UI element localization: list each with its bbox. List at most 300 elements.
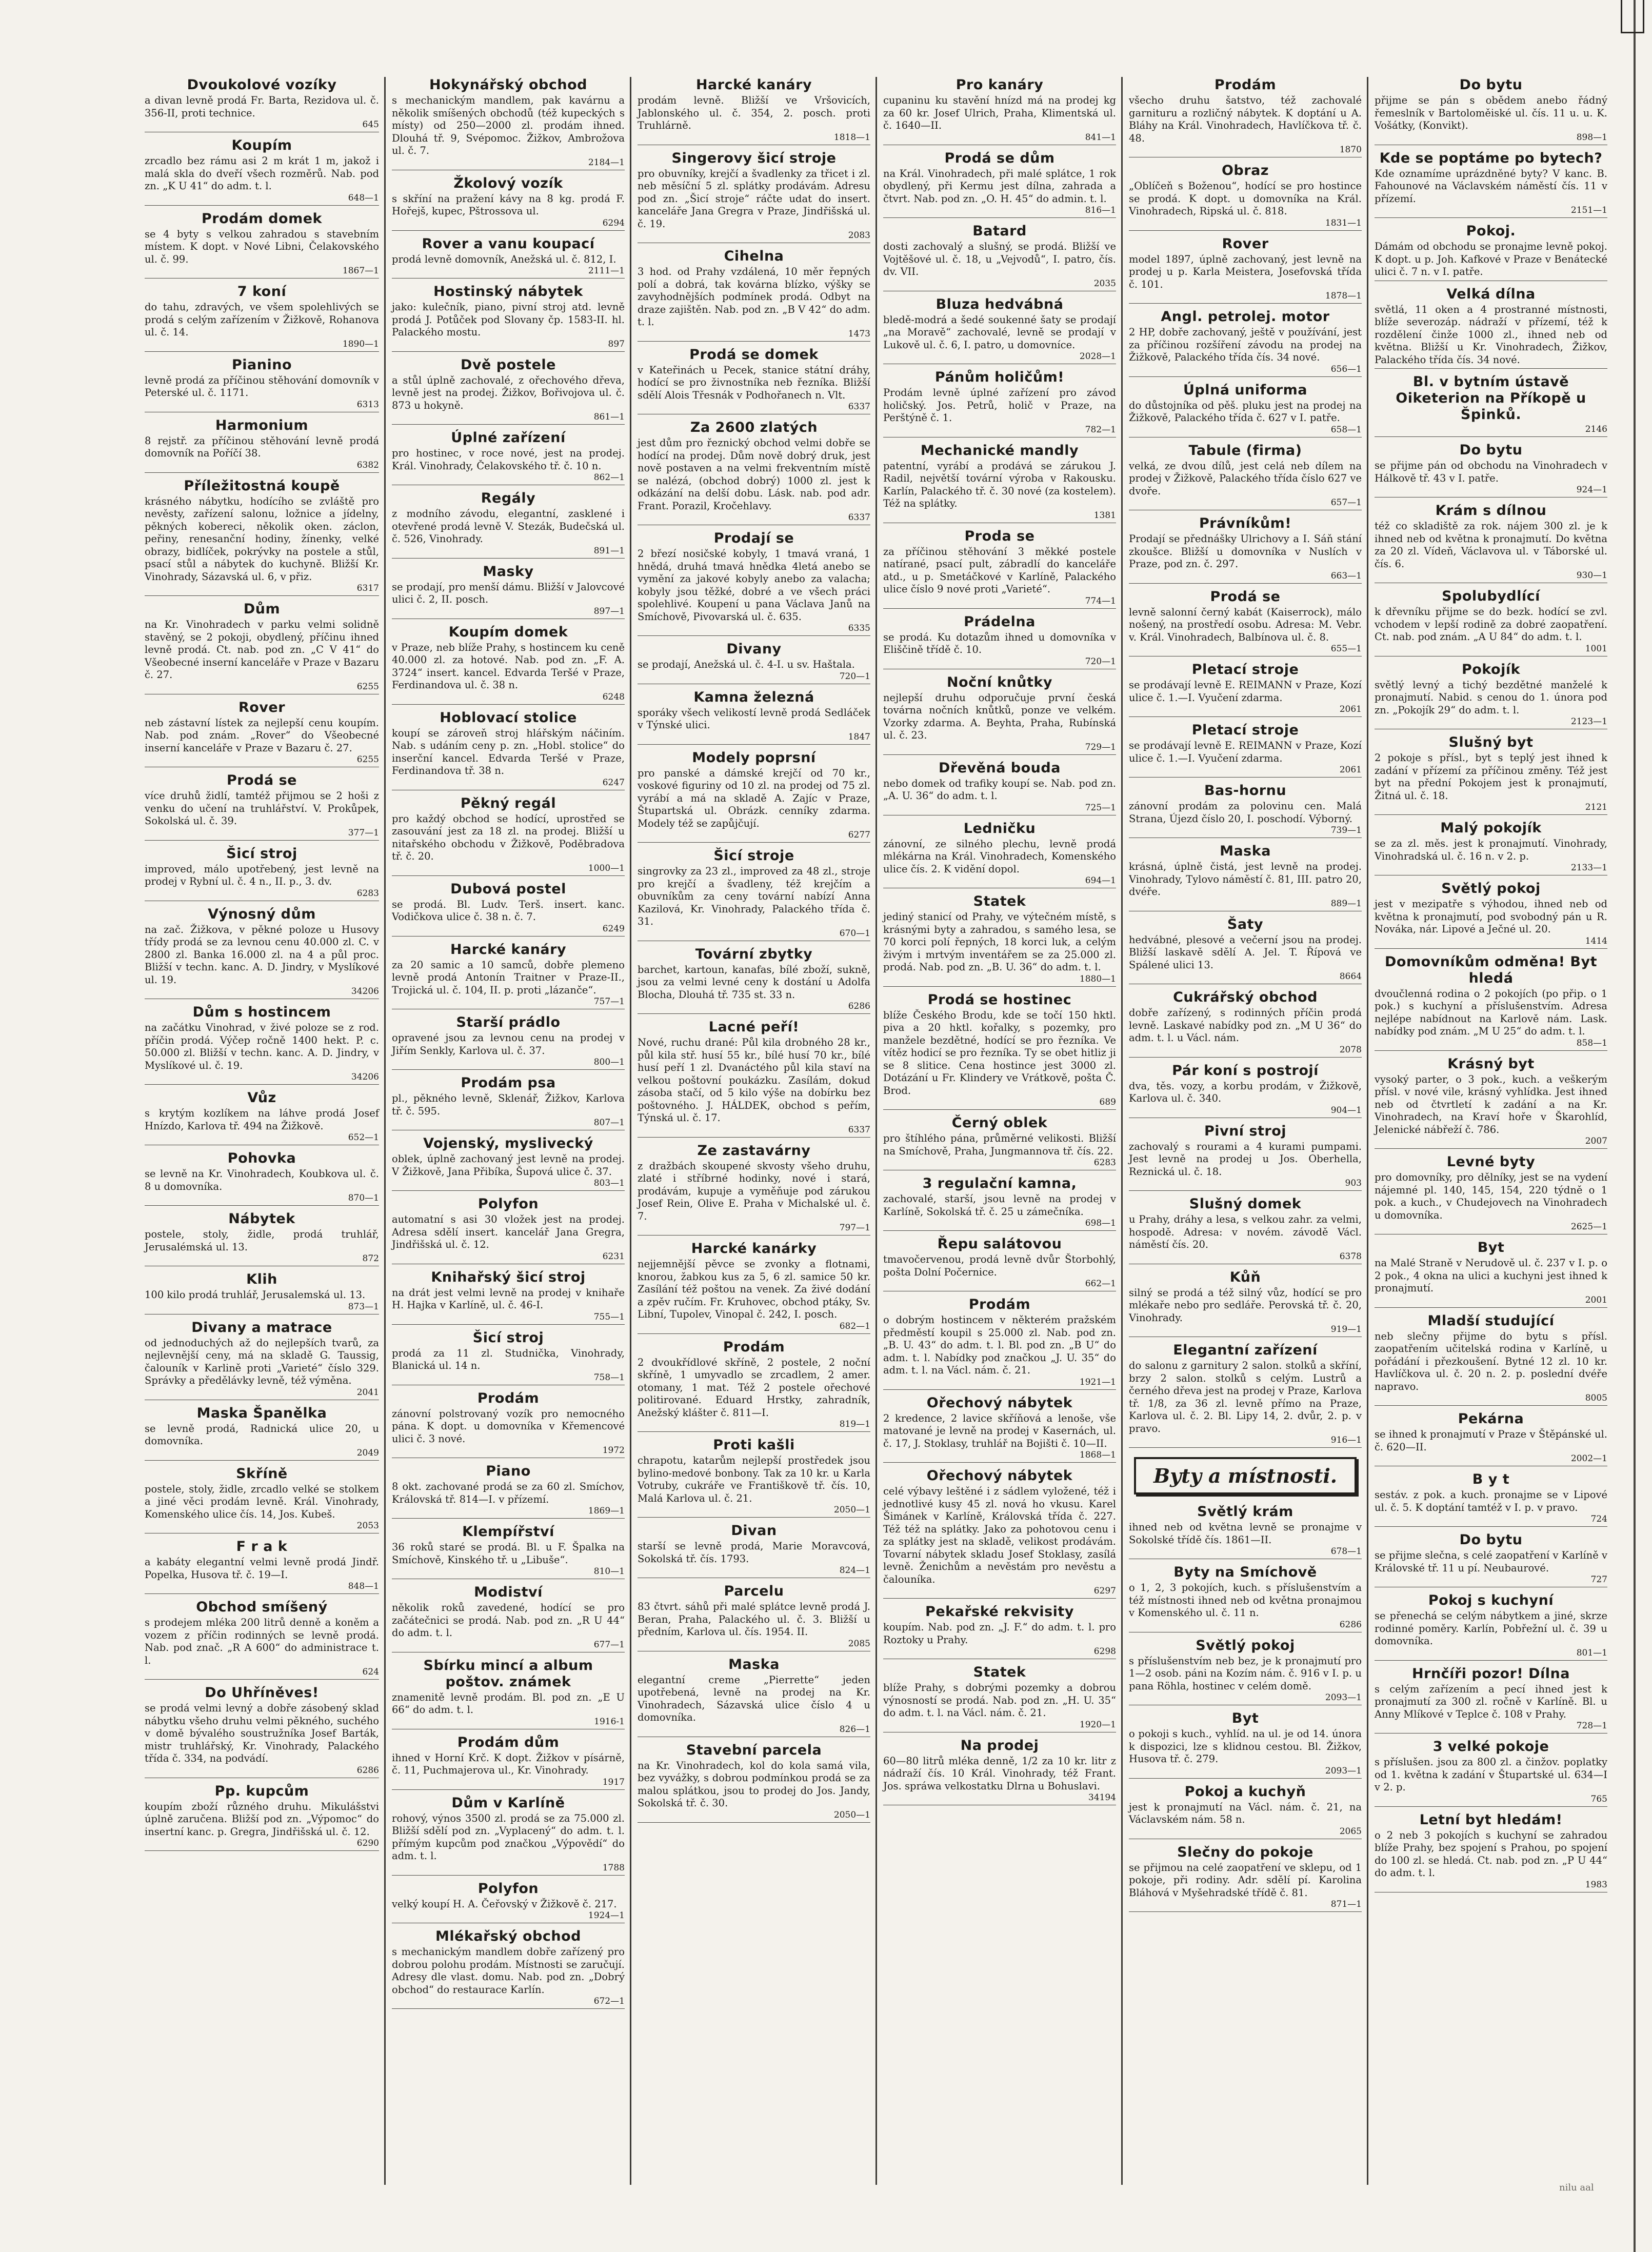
section-heading-box: Byty a místnosti.: [1134, 1457, 1357, 1494]
ad-reference-code: 6277: [848, 830, 870, 840]
ad-reference-code: 1867—1: [342, 266, 379, 276]
classified-ad: [1129, 1844, 1362, 1912]
ad-body: „Oblíčeň s Boženou“, hodící se pro hostince se prodá. K dopt. u domovníka na Král. Vinohradech, Ripská ul. č. 818.: [1129, 180, 1362, 217]
classified-ad: [638, 347, 870, 415]
ad-body: s prodejem mléka 200 litrů denně a koněm a vozem z příčin rodinných se levně prodá. Nab. pod znač. „R A 600“ do administrace t. l.: [145, 1617, 379, 1666]
ad-title: Noční knůtky: [947, 674, 1052, 690]
ad-reference-code: 6294: [602, 217, 625, 228]
ad-body: na zač. Žižkova, v pěkné poloze u Husovy třídy prodá se za levnou cenu 40.000 zl. C. v 2800 zl. Banka 16.000 zl. na 4 a půl proc. Bližší v techn. kanc. A. D. Jindry, v Myslíkové ul. 19.: [145, 923, 379, 986]
ad-title: Rover: [1222, 235, 1269, 252]
ad-reference-code: 6255: [356, 681, 379, 692]
ad-title: Letní byt hledám!: [1419, 1811, 1563, 1828]
ad-title: Prodám: [477, 1390, 540, 1406]
ad-reference-code: 2050—1: [833, 1505, 870, 1515]
ad-title: Pekařské rekvisity: [925, 1604, 1074, 1620]
ad-title: Proda se: [964, 528, 1035, 544]
ad-reference-code: 872: [362, 1253, 379, 1264]
classified-ad: [1375, 374, 1607, 437]
ad-title: Za 2600 zlatých: [690, 420, 818, 435]
ad-title: Krásný byt: [1447, 1055, 1535, 1072]
classified-ad: [392, 1463, 625, 1519]
ad-reference-code: 2093—1: [1325, 1692, 1362, 1703]
ad-body: Prodám levně úplné zařízení pro závod holičský. Jos. Petrů, holič v Praze, na Perštýně č. 1.: [883, 387, 1116, 424]
ad-body: nebo domek od trafiky koupí se. Nab. pod zn. „A. U. 36“ do adm. t. l.: [883, 777, 1116, 802]
ad-body: zachovalý s rourami a 4 kurami pumpami. Jest levně na prodej u Jos. Oberhella, Reznická ul. č. 18.: [1129, 1140, 1362, 1178]
classified-ad: [1375, 77, 1607, 145]
ad-reference-code: 871—1: [1330, 1899, 1362, 1909]
classified-ad: [1129, 843, 1362, 911]
classified-ad: [1375, 1411, 1607, 1466]
ad-reference-code: 6313: [356, 399, 379, 410]
ad-body: Dámám od obchodu se pronajme levně pokoj. K dopt. u p. Joh. Kafkové v Praze v Benátecké ulici č. 7 n. v I. patře.: [1375, 241, 1607, 277]
ad-reference-code: 916—1: [1330, 1435, 1362, 1445]
ad-title: Proti kašli: [713, 1437, 795, 1453]
classified-ad: [883, 1175, 1116, 1231]
ad-title: Statek: [973, 1664, 1026, 1680]
ad-title: Šicí stroje: [713, 848, 794, 864]
ad-title: Prodám: [968, 1297, 1031, 1312]
ad-reference-code: 6231: [602, 1251, 625, 1262]
ad-body: za 20 samic a 10 samců, dobře plemeno levně prodá Antonín Traitner v Praze-II., Trojická ul. č. 104, II. p. proti „lázanče“.: [392, 959, 625, 996]
classified-ad: [1375, 1471, 1607, 1527]
ad-body: a stůl úplně zachovalé, z ořechového dřeva, levně jest na prodej. Žižkov, Bořivojova ul. č. 873 u hokyně.: [392, 374, 625, 411]
ad-title: Koupím domek: [448, 624, 568, 640]
classified-ad: [1129, 722, 1362, 778]
ad-title: Krám s dílnou: [1435, 503, 1547, 519]
classified-ad: [392, 175, 625, 231]
page-binding-edge: [1634, 0, 1636, 2252]
ad-reference-code: 841—1: [1085, 132, 1116, 143]
ad-reference-code: 655—1: [1330, 644, 1362, 654]
ad-title: Ořechový nábytek: [926, 1468, 1073, 1484]
ad-body: model 1897, úplně zachovaný, jest levně na prodej u p. Karla Meistera, Josefovská třída č. 101.: [1129, 253, 1362, 290]
ad-body: pro hostinec, v roce nové, jest na prodej. Král. Vinohrady, Čelakovského tř. č. 10 n.: [392, 447, 625, 472]
ad-body: pro štíhlého pána, průměrné velikosti. Bližší na Smíchově, Praha, Jungmannova tř. čís. 22.: [883, 1132, 1116, 1157]
ad-body: se prodají, Anežská ul. č. 4-I. u sv. Haštala.: [638, 659, 855, 670]
ad-reference-code: 727: [1590, 1575, 1607, 1585]
ad-title: 3 velké pokoje: [1432, 1739, 1549, 1755]
classified-ad: [1129, 1342, 1362, 1448]
classified-ad: [1129, 382, 1362, 437]
ad-title: Harcké kanáry: [450, 941, 567, 958]
ad-title: Mladší studující: [1427, 1312, 1555, 1329]
classified-ad: [883, 223, 1116, 291]
ad-reference-code: 774—1: [1085, 595, 1116, 606]
ad-reference-code: 807—1: [593, 1118, 625, 1128]
column-3: [630, 77, 875, 2185]
ad-title: Skříně: [236, 1465, 288, 1482]
classified-ad: [392, 1524, 625, 1579]
classified-ad: [1129, 443, 1362, 511]
ad-reference-code: 6335: [848, 623, 870, 633]
ad-reference-code: 816—1: [1085, 205, 1116, 215]
ad-title: Ze zastavárny: [697, 1142, 811, 1159]
ad-title: Velká dílna: [1446, 286, 1536, 302]
ad-title: Pokoj s kuchyní: [1428, 1592, 1554, 1608]
classified-ad: [1129, 1564, 1362, 1632]
classified-ad: [145, 417, 379, 473]
column-2: [384, 77, 630, 2185]
classified-ad: [392, 1075, 625, 1130]
classified-ad: [1129, 1123, 1362, 1191]
ad-body: na Malé Straně v Nerudově ul. č. 237 v I. p. o 2 pok., 4 okna na ulici a kuchyni jest ihned k pronajmutí.: [1375, 1257, 1607, 1294]
ad-reference-code: 2184—1: [588, 157, 625, 168]
ad-title: Parcelu: [724, 1583, 784, 1599]
ad-title: Řepu salátovou: [937, 1236, 1062, 1252]
ad-reference-code: 739—1: [1330, 825, 1362, 835]
ad-reference-code: 6317: [356, 583, 379, 593]
classified-ad: [1129, 1504, 1362, 1559]
ad-body: dva, těs. vozy, a korbu prodám, v Žižkově, Karlova ul. č. 340.: [1129, 1080, 1362, 1104]
ad-body: světlá, 11 oken a 4 prostranné místnosti, blíže severozáp. nádraží v přízemí, též k rozdělení činže 1000 zl., ihned neb od května. Bližší u Kr. Vinohradech, Žižkov, Palackého třída čís. 34 nové.: [1375, 303, 1607, 366]
ad-body: velká, ze dvou dílů, jest celá neb dílem na prodej v Žižkově, Palackého třída číslo 627 ve dvoře.: [1129, 460, 1362, 497]
ad-body: se prodávají levně E. REIMANN v Praze, Kozí ulice č. 1.—I. Vyučení zdarma.: [1129, 679, 1362, 704]
ad-body: se prodají, pro menší dámu. Bližší v Jalovcové ulici č. 2, II. posch.: [392, 581, 625, 605]
ad-reference-code: 6255: [356, 754, 379, 765]
ad-title: Mechanické mandly: [920, 442, 1079, 459]
ad-reference-code: 689: [1099, 1097, 1116, 1107]
ad-reference-code: 6248: [602, 691, 625, 702]
ad-body: tmavočervenou, prodá levně dvůr Štorbohlý, pošta Dolní Počernice.: [883, 1253, 1116, 1278]
ad-title: Ledničku: [963, 820, 1036, 836]
ad-title: Hokynářský obchod: [429, 77, 587, 93]
ad-reference-code: 1878—1: [1325, 291, 1362, 301]
ad-title: Šaty: [1227, 916, 1264, 932]
ad-title: Šicí stroj: [226, 845, 297, 862]
ad-body: ihned neb od května levně se pronajme v Sokolské třídě čís. 1861—II.: [1129, 1521, 1362, 1546]
classified-ad: [1375, 1313, 1607, 1406]
ad-reference-code: 6286: [1339, 1619, 1362, 1630]
ad-body: se 4 byty s velkou zahradou s stavebním místem. K dopt. v Nové Libni, Čelakovského ul. č. 99.: [145, 228, 379, 265]
classified-ad: [145, 1004, 379, 1085]
ad-title: Cihelna: [724, 248, 784, 264]
classified-ad: [1129, 989, 1362, 1058]
classified-ad: [145, 1150, 379, 1206]
ad-title: Harmonium: [215, 417, 309, 433]
ad-reference-code: 6283: [356, 888, 379, 899]
ad-reference-code: 377—1: [348, 827, 379, 838]
ad-title: Úplná uniforma: [1183, 382, 1307, 398]
classified-ad: [1129, 1710, 1362, 1779]
ad-title: Kde se poptáme po bytech?: [1379, 150, 1603, 166]
ad-title: Lacné peří!: [708, 1019, 800, 1035]
ad-title: Světlý krám: [1197, 1504, 1293, 1520]
ad-title: Malý pokojík: [1440, 820, 1542, 836]
classified-ad: [145, 1685, 379, 1778]
ad-body: opravené jsou za levnou cenu na prodej v Jiřím Senkly, Karlova ul. č. 37.: [392, 1032, 625, 1057]
ad-title: Maska: [1220, 843, 1271, 859]
classified-ad: [145, 478, 379, 596]
classified-ad: [1375, 150, 1607, 218]
classified-ad: [883, 443, 1116, 523]
ad-title: Dubová postel: [450, 881, 566, 897]
ad-title: Modely poprsní: [692, 749, 816, 766]
ad-title: Statek: [973, 893, 1026, 909]
classified-ad: [392, 1390, 625, 1459]
ad-reference-code: 2053: [356, 1521, 379, 1531]
ad-title: Prodá se: [227, 772, 297, 788]
ad-reference-code: 930—1: [1576, 570, 1607, 581]
ad-reference-code: 8005: [1585, 1393, 1607, 1403]
ad-title: Elegantní zařízení: [1173, 1342, 1318, 1358]
classified-ad: [392, 357, 625, 425]
ad-reference-code: 1870: [1339, 145, 1362, 155]
classified-ad: [638, 848, 870, 941]
classified-ad: [145, 906, 379, 1000]
ad-body: pro domovníky, pro dělníky, jest se na vydení nájemné pl. 140, 145, 154, 220 týdně o 1 pok. a kuch., v Chudejovech na Vinohradech u domovníka.: [1375, 1171, 1607, 1221]
classified-ad: [145, 137, 379, 206]
classified-ad: [638, 1019, 870, 1138]
ad-reference-code: 720—1: [1085, 656, 1116, 667]
classified-ad: [638, 77, 870, 145]
column-5: [1121, 77, 1367, 2185]
ad-body: elegantní creme „Pierrette“ jeden upotřebená, levně na prodej na Kr. Vinohradech, Sázavská ulice číslo 4 u domovníka.: [638, 1673, 870, 1723]
ad-reference-code: 6297: [1093, 1586, 1116, 1596]
classified-ad: [145, 772, 379, 841]
ad-body: celé výbavy leštěné i z sádlem vyložené, též i jednotlivé kusy 45 zl. nová ho vkusu. Karel Šimánek v Karlíně, Královská třída č. 227. Též též na splátky. Jako za pohotovou cenu i za splátky jest na skladě, velikost prodávám. Tovarní nábytek skladu Josef Stoklasy, zasílá levně. Ženichům a nevěstám pro nevěstu a čalouníka.: [883, 1485, 1116, 1585]
classified-ad: [883, 77, 1116, 145]
ad-title: Prodá se dům: [944, 150, 1055, 166]
ad-body: sporáky všech velikostí levně prodá Sedláček v Týnské ulici.: [638, 706, 870, 731]
ad-body: bledě-modrá a šedé soukenné šaty se prodají „na Moravě“ zachovalé, levně se prodají v Lukově ul. č. 6, I. patro, u domovníce.: [883, 313, 1116, 351]
ad-reference-code: 720—1: [839, 671, 870, 682]
ad-reference-code: 672—1: [593, 1996, 625, 2006]
ad-body: s skříní na pražení kávy na 8 kg. prodá F. Hořejš, kupec, Pštrossova ul.: [392, 192, 625, 217]
classified-ad: [392, 236, 625, 279]
classified-ad: [883, 1468, 1116, 1599]
classified-ad: [638, 1523, 870, 1578]
column-6: [1367, 77, 1613, 2185]
ad-title: Hrnčíři pozor! Dílna: [1412, 1665, 1570, 1682]
ad-reference-code: 662—1: [1085, 1279, 1116, 1289]
ad-body: blíže Prahy, s dobrými pozemky a dobrou výnosností se prodá. Nab. pod zn. „H. U. 35“ do adm. t. l. na Václ. nám. č. 21.: [883, 1682, 1116, 1719]
classified-ad: [145, 700, 379, 768]
ad-reference-code: 6337: [848, 402, 870, 412]
ad-body: v Praze, neb blíže Prahy, s hostincem ku ceně 40.000 zl. za hotové. Nab. pod zn. „F. A. 3724“ insert. kancel. Edvarda Teršé v Praze, Ferdinandova ul. č. 38 n.: [392, 641, 625, 691]
ad-body: dobře zařízený, s rodinných příčin prodá levně. Laskavé nabídky pod zn. „M U 36“ do adm. t. l. u Václ. nám.: [1129, 1007, 1362, 1044]
classified-ad: [1375, 1056, 1607, 1149]
ad-title: Maska: [728, 1656, 780, 1672]
ad-body: Kde oznamíme uprázdněné byty? V kanc. B. Fahounové na Václavském náměstí čís. 11 v přízemí.: [1375, 167, 1607, 205]
ad-reference-code: 1818—1: [833, 132, 870, 143]
ad-reference-code: 694—1: [1085, 875, 1116, 886]
ad-reference-code: 2050—1: [833, 1809, 870, 1820]
classified-ad: [883, 296, 1116, 365]
ad-reference-code: 2093—1: [1325, 1765, 1362, 1776]
classified-ad: [883, 1738, 1116, 1806]
classified-ad: [638, 750, 870, 843]
ad-body: do důstojníka od pěš. pluku jest na prodej na Žižkově, Palackého třída č. 627 v I. patře.: [1129, 399, 1362, 424]
ad-body: postele, stoly, židle, prodá truhlář, Jerusalémská ul. 13.: [145, 1228, 379, 1253]
ad-title: Pokojík: [1461, 661, 1521, 677]
ad-body: rohový, výnos 3500 zl. prodá se za 75.000 zl. Bližší sdělí pod zn. „Vyplacený“ do adm. t. l. přímým kupcům pod značkou „Výpovědí“ do adm. t. l.: [392, 1812, 625, 1862]
ad-body: postele, stoly, židle, zrcadlo velké se stolkem a jiné věci prodám levně. Král. Vinohrady, Komenského ulice čís. 14, Jos. Kubeš.: [145, 1483, 379, 1520]
ad-title: Právníkům!: [1199, 515, 1292, 531]
ad-body: z dražbách skoupené skvosty všeho druhu, zlaté i stříbrné hodinky, nové i stará, prodávám, kupuje a vyměňuje pod zárukou Josef Rein, Olive E. Praha v Michalské ul. č. 7.: [638, 1160, 870, 1222]
ad-title: Kůň: [1229, 1269, 1261, 1285]
ad-reference-code: 2061: [1339, 765, 1362, 775]
ad-body: starší se levně prodá, Marie Moravcová, Sokolská tř. čís. 1793.: [638, 1540, 870, 1565]
classified-ad: [883, 821, 1116, 889]
ad-reference-code: 1972: [602, 1445, 625, 1456]
classified-ad: [638, 641, 870, 684]
ad-title: Vůz: [247, 1090, 276, 1106]
ad-reference-code: 873—1: [348, 1301, 379, 1312]
ad-body: se přijme pán od obchodu na Vinohradech v Hálkově tř. 43 v I. patře.: [1375, 460, 1607, 484]
classified-ad: [883, 992, 1116, 1110]
classified-ad: [1129, 309, 1362, 377]
ad-body: do tahu, zdravých, ve všem spolehlivých se prodá s celým zařízením v Žižkově, Rohanova ul. č. 14.: [145, 301, 379, 338]
classified-ad: [145, 1405, 379, 1461]
column-1: [138, 77, 384, 2185]
ad-body: cupaninu ku stavění hnízd má na prodej kg za 60 kr. Josef Ulrich, Praha, Klimentská ul. č. 1640—II.: [883, 94, 1116, 131]
ad-body: s příslušen. jsou za 800 zl. a činžov. poplatky od 1. května k zadání v Štupartské ul. 634—I v 2. p.: [1375, 1756, 1607, 1793]
classified-ad: [1375, 1812, 1607, 1892]
ad-title: Bluza hedvábná: [936, 296, 1064, 312]
classified-ad: [638, 1657, 870, 1737]
ad-body: prodám levně. Bližší ve Vršovicích, Jablonského ul. č. 354, 2. posch. proti Truhlárně.: [638, 94, 870, 131]
ad-title: Pianino: [231, 356, 292, 373]
ad-reference-code: 698—1: [1085, 1218, 1116, 1228]
ad-body: 8 okt. zachované prodá se za 60 zl. Smíchov, Královská tř. 814—I. v přízemí.: [392, 1481, 625, 1505]
ad-reference-code: 1983: [1585, 1879, 1607, 1890]
ad-reference-code: 6286: [356, 1765, 379, 1776]
ad-body: zánovní polstrovaný vozík pro nemocného pána. K dopt. u domovníka v Křemencové ulici č. 3 nové.: [392, 1407, 625, 1445]
ad-reference-code: 656—1: [1330, 364, 1362, 374]
classified-ad: [883, 674, 1116, 755]
ad-title: Batard: [972, 223, 1027, 239]
classified-ad: [145, 77, 379, 132]
ad-body: pl., pěkného levně, Sklenář, Žižkov, Karlova tř. č. 595.: [392, 1092, 625, 1117]
classified-ad: [1129, 236, 1362, 304]
ad-body: oblek, úplně zachovaný jest levně na prodej. V Žižkově, Jana Přibíka, Šupová ulice č. 37.: [392, 1153, 625, 1178]
ad-reference-code: 645: [362, 119, 379, 130]
ad-title: Harcké kanáry: [695, 77, 812, 93]
ad-reference-code: 755—1: [593, 1311, 625, 1322]
ad-reference-code: 624: [362, 1667, 379, 1677]
ad-reference-code: 6290: [356, 1838, 379, 1848]
classified-ad: [392, 284, 625, 352]
ad-body: přijme se pán s obědem anebo řádný řemeslník v Bartoloměiské ul. čís. 11 u. u. K. Vošátky, (Konvikt).: [1375, 94, 1607, 131]
ad-title: Byt: [1477, 1240, 1505, 1255]
ad-reference-code: 682—1: [839, 1321, 870, 1331]
ad-title: Tabule (firma): [1188, 442, 1302, 459]
ad-title: Harcké kanárky: [691, 1241, 817, 1257]
ad-title: Prodám: [723, 1339, 785, 1355]
classified-ad: [392, 710, 625, 790]
classified-ad: [1375, 1739, 1607, 1807]
ad-reference-code: 870—1: [348, 1193, 379, 1203]
ad-title: Dvě postele: [461, 356, 556, 373]
classified-ad: [883, 369, 1116, 437]
ad-title: Divany a matrace: [191, 1319, 332, 1336]
ad-body: se za zl. měs. jest k pronajmutí. Vinohrady, Vinohradská ul. č. 16 n. v 2. p.: [1375, 838, 1607, 862]
ad-body: též co skladiště za rok. nájem 300 zl. je k ihned neb od května k pronajmutí. Do května za 20 zl. Vídeň, Václavova ul. v Táborské ul. čís. 6.: [1375, 520, 1607, 570]
ad-body: od jednoduchých až do nejlepších tvarů, za nejlevnější ceny, má na skladě G. Taussig, čalouník v Karlině proti „Varieté“ číslo 329. Správky a předělávky levně, též výměna.: [145, 1337, 379, 1386]
ad-reference-code: 724: [1590, 1514, 1607, 1524]
ad-body: zánovní, ze silného plechu, levně prodá mlékárna na Král. Vinohradech, Komenského ulice čís. 2. K vidění dopol.: [883, 838, 1116, 875]
ad-title: Do bytu: [1459, 1532, 1523, 1548]
classified-ad: [145, 1599, 379, 1680]
ad-title: Hoblovací stolice: [440, 709, 577, 726]
ad-body: silný se prodá a též silný vůz, hodící se pro mlékaře nebo pro sedláře. Perovská tř. č. 20, Vinohrady.: [1129, 1286, 1362, 1324]
ad-title: Do bytu: [1459, 77, 1523, 93]
classified-ad: [1129, 1269, 1362, 1338]
ad-body: znamenitě levně prodám. Bl. pod zn. „E U 66“ do adm. t. l.: [392, 1691, 625, 1716]
ad-reference-code: 1381: [1093, 510, 1116, 521]
ad-body: zachovalé, starší, jsou levně na prodej v Karlíně, Sokolská tř. č. 25 u zámečníka.: [883, 1193, 1116, 1218]
ad-reference-code: 728—1: [1576, 1721, 1607, 1731]
ad-title: Pletací stroje: [1191, 662, 1299, 677]
ad-title: Hostinský nábytek: [433, 284, 583, 300]
ad-body: světlý levný a tichý bezdětné manželé k pronajmutí. Nabid. s cenou do 1. února pod zn. „Pokojík 29“ do adm. t. l.: [1375, 679, 1607, 716]
ad-body: 2 HP, dobře zachovaný, ještě v používání, jest za příčinou rozšíření závodu na prodej na Žižkově, Palackého třída čís. 34 nové.: [1129, 326, 1362, 363]
classified-ad: [392, 77, 625, 170]
ad-body: k dřevníku přijme se do bezk. hodící se zvl. vchodem v lepší rodině za dobré zaopatření. Ct. nab. pod znám. „A U 84“ do adm. t. l.: [1375, 606, 1607, 643]
ad-body: 2 pokoje s přísl., byt s teplý jest ihned k zadání v přízemí za příčinou změny. Též jest byt na přední Pokojem jest k pronajmutí, Žitná ul. č. 18.: [1375, 752, 1607, 802]
ad-body: s krytým kozlíkem na láhve prodá Josef Hnízdo, Karlova tř. 494 na Žižkově.: [145, 1107, 379, 1132]
classified-ad: [392, 942, 625, 1010]
classified-ad: [392, 1795, 625, 1876]
ad-reference-code: 34206: [351, 1072, 379, 1082]
classified-ad: [1129, 589, 1362, 657]
ad-reference-code: 1847: [848, 731, 870, 742]
ad-reference-code: 898—1: [1576, 132, 1607, 143]
ad-title: Regály: [481, 490, 536, 506]
ad-title: Rover: [238, 699, 286, 715]
classified-ad: [638, 1742, 870, 1823]
ad-title: Prodám domek: [201, 210, 322, 227]
ad-title: Příležitostná koupě: [184, 477, 340, 494]
ad-body: patentní, vyrábí a prodává se zárukou J. Radil, největší tovární výroba v Rakousku. Karlín, Palackého tř. č. 30 nové (za kostelem). Též na splátky.: [883, 460, 1116, 509]
classified-ad: [1375, 503, 1607, 583]
classified-ad: [1375, 881, 1607, 949]
ad-title: Do bytu: [1459, 442, 1523, 458]
ad-reference-code: 657—1: [1330, 497, 1362, 508]
ad-title: Pro kanáry: [956, 77, 1044, 93]
classified-ad: [1129, 77, 1362, 157]
ad-body: improved, málo upotřebený, jest levně na prodej v Rybní ul. č. 4 n., II. p., 3. dv.: [145, 863, 379, 887]
ad-title: Angl. petrolej. motor: [1161, 309, 1330, 325]
ad-body: hedvábné, plesové a večerní jsou na prodej. Bližší laskavě sdělí A. Jel. T. Řípová ve Spálené ulici 13.: [1129, 933, 1362, 971]
ad-reference-code: 1831—1: [1325, 217, 1362, 228]
ad-reference-code: 1890—1: [342, 338, 379, 349]
classified-ad: [638, 1339, 870, 1432]
classified-ad: [1129, 1638, 1362, 1706]
ad-reference-code: 2151—1: [1570, 205, 1607, 215]
classified-ad: [1129, 1784, 1362, 1839]
ad-body: 2 dvoukřídlové skříně, 2 postele, 2 noční skříně, 1 umyvadlo se zrcadlem, 2 amer. otomany, 1 mat. Též 2 postele ořechové politirované. Eduard Hrstky, zahradník, Anežský klášter č. 811—I.: [638, 1356, 870, 1419]
ad-reference-code: 897—1: [593, 606, 625, 616]
ad-body: Nové, ruchu drané: Půl kila drobného 28 kr., půl kila stř. husí 55 kr., bílé husí 70 kr., bílé husí peří 1 zl. Dvanáctého půl kila staví na velkou poštovní poukázku. Zasílám, dokud zásoba stačí, od 5 kilo výše na dobírku bez poštovného. J. HÁLDEK, obchod s peřím, Týnská ul. č. 17.: [638, 1037, 870, 1124]
ad-body: se přijmou na celé zaopatření ve sklepu, od 1 pokoje, při rodiny. Adr. sdělí pí. Karolina Bláhová v Myšehradské třídě č. 81.: [1129, 1861, 1362, 1899]
ad-title: Pár koní s postrojí: [1172, 1062, 1319, 1079]
ad-body: neb zástavní lístek za nejlepší cenu koupím. Nab. pod znám. „Rover“ do Všeobecné inserní kanceláře v Praze v Bazaru č. 27.: [145, 716, 379, 754]
ad-reference-code: 34194: [1088, 1792, 1116, 1803]
ad-body: do salonu z garnitury 2 salon. stolků a skříní, brzy 2 salon. stolků s celým. Lustrů a černého dřeva jest na prodej v Praze, Karlova tř. 1/8, za 36 zl. levně přímo na Praze, Karlova ul. č. 2. Bl. Lipy 14, 2. dvůr, 2. p. v pravo.: [1129, 1360, 1362, 1434]
ad-title: Prádelna: [964, 613, 1036, 630]
ad-reference-code: 2133—1: [1570, 863, 1607, 873]
classified-ad: [1375, 1154, 1607, 1234]
ad-body: Prodají se přednášky Ulrichovy a I. Sáň stání zkoušce. Bližší u domovníka v Nuslích v Praze, pod zn. č. 297.: [1129, 533, 1362, 570]
ad-title: Piano: [486, 1463, 531, 1479]
ad-body: koupím zboží různého druhu. Mikulášstvi úplně zaručena. Bližší pod zn. „Výpomoc“ do insertní kanc. p. Gregra, Jindřišská ul. č. 12.: [145, 1800, 379, 1838]
classified-ad: [145, 1783, 379, 1851]
ad-body: více druhů židlí, tamtéž přijmou se 2 hoši z venku do učení na truhlářství. V. Prokůpek, Sokolská ul. č. 39.: [145, 790, 379, 827]
classified-ad: [1375, 1666, 1607, 1734]
ad-title: Světlý pokoj: [1196, 1637, 1295, 1653]
classified-ad: [883, 528, 1116, 609]
